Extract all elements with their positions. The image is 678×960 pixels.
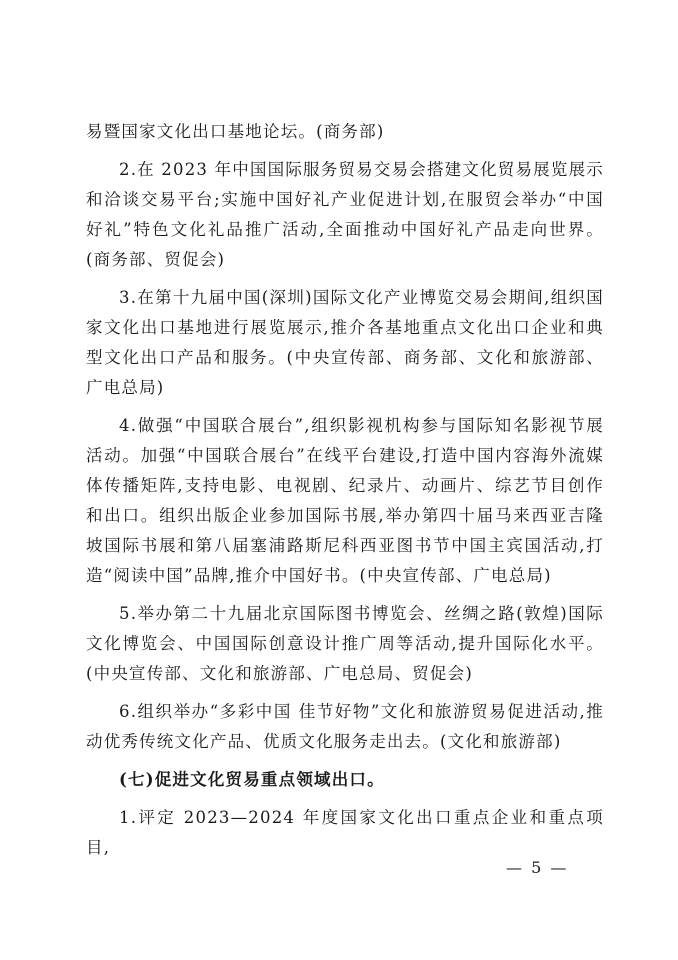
section-heading: (七)促进文化贸易重点领域出口。 <box>119 770 385 789</box>
paragraph-item-5: 5.举办第二十九届北京国际图书博览会、丝绸之路(敦煌)国际文化博览会、中国国际创意设计推广周等活动,提升国际化水平。(中央宣传部、文化和旅游部、广电总局、贸促会) <box>86 604 604 683</box>
paragraph-item-6: 6.组织举办“多彩中国 佳节好物”文化和旅游贸易促进活动,推动优秀传统文化产品、优质文化服务走出去。(文化和旅游部) <box>86 702 604 751</box>
paragraph-item-1: 1.评定 2023—2024 年度国家文化出口重点企业和重点项目, <box>86 808 604 857</box>
paragraph-item-4: 4.做强“中国联合展台”,组织影视机构参与国际知名影视节展活动。加强“中国联合展台”在线平台建设,打造中国内容海外流媒体传播矩阵,支持电影、电视剧、纪录片、动画片、综艺节目创作和出口。组织出版企业参加国际书展,举办第四十届马来西亚吉隆坡国际书展和第八届塞浦路斯尼科西亚图书节中国主宾国活动,打造“阅读中国”品牌,推介中国好书。(中央宣传部、广电总局) <box>86 416 604 585</box>
page-number: — 5 — <box>506 858 569 877</box>
paragraph-item-2: 2.在 2023 年中国国际服务贸易交易会搭建文化贸易展览展示和洽谈交易平台;实施中国好礼产业促进计划,在服贸会举办“中国好礼”特色文化礼品推广活动,全面推动中国好礼产品走向世界。(商务部、贸促会) <box>86 160 604 269</box>
paragraph-continuation: 易暨国家文化出口基地论坛。(商务部) <box>86 122 385 141</box>
document-body <box>86 117 604 871</box>
paragraph-item-3: 3.在第十九届中国(深圳)国际文化产业博览交易会期间,组织国家文化出口基地进行展览展示,推介各基地重点文化出口企业和典型文化出口产品和服务。(中央宣传部、商务部、文化和旅游部、广电总局) <box>86 288 604 397</box>
